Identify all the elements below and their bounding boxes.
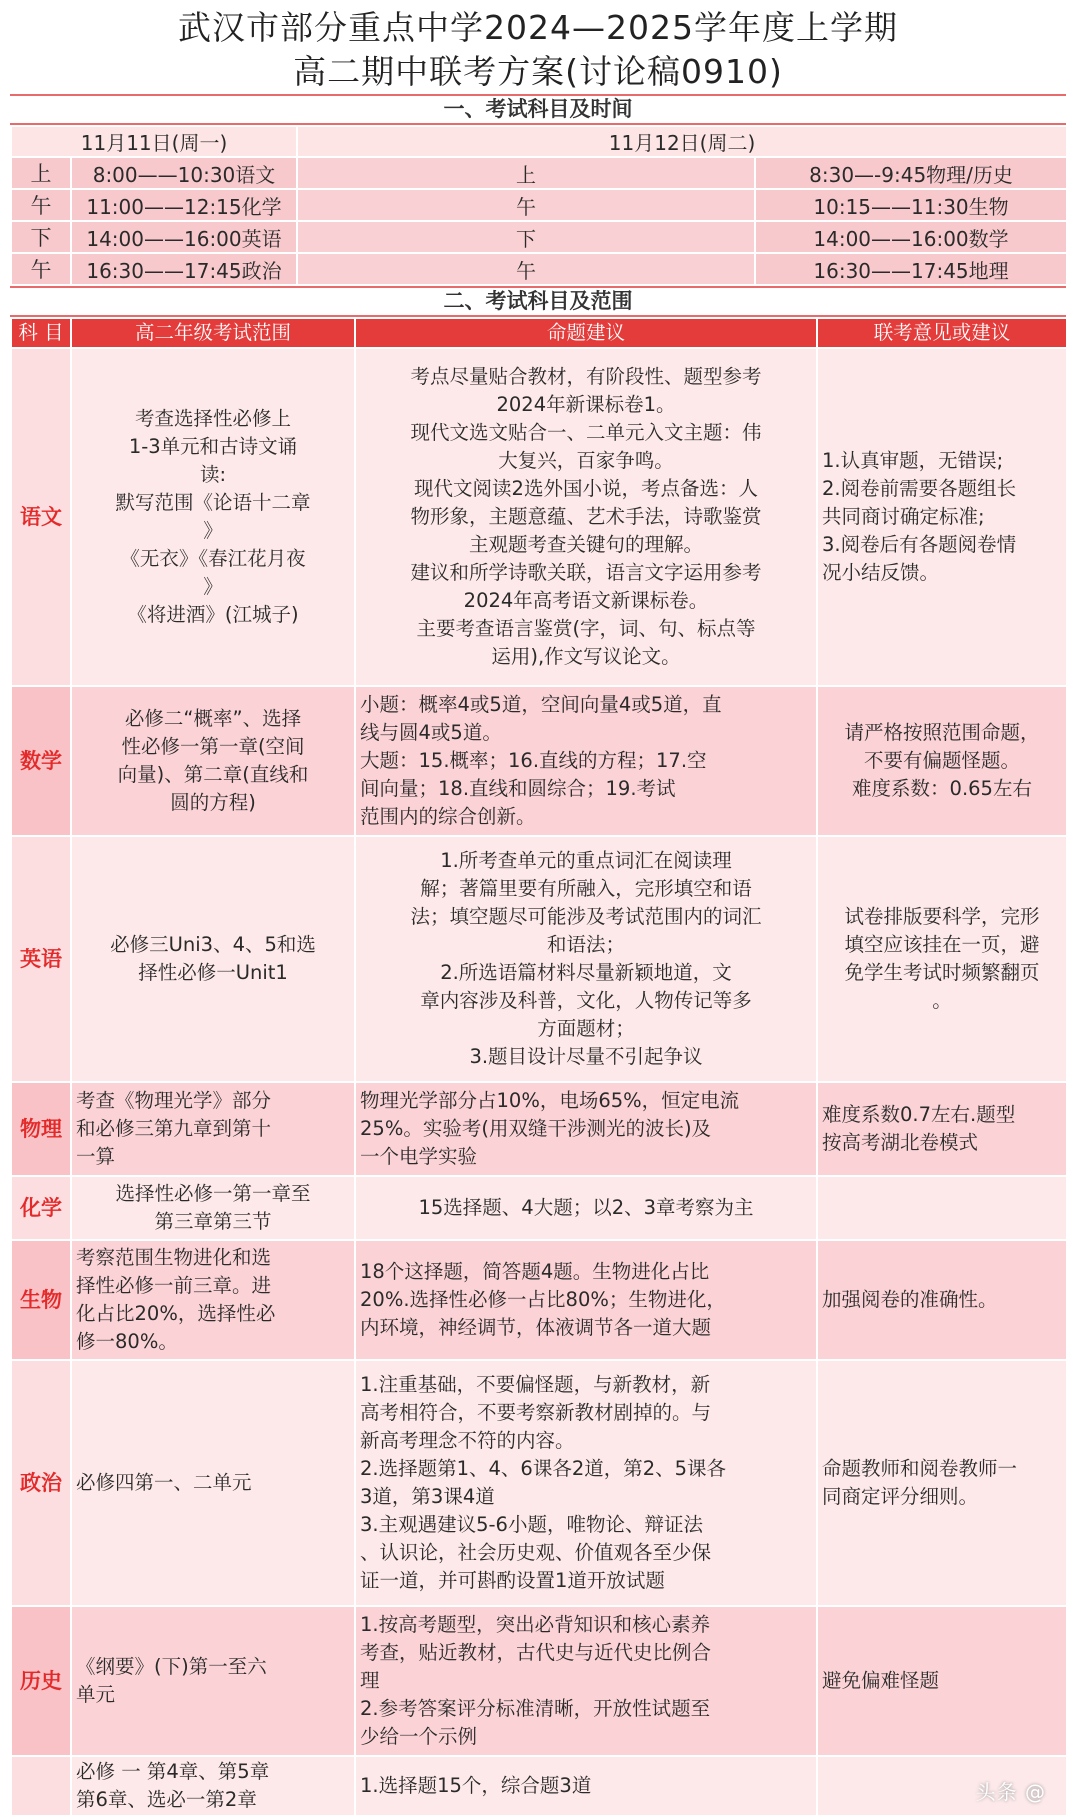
half-day-label: 下 [297,221,755,253]
schedule-row [11,189,1067,221]
section-heading-scope: 二、考试科目及范围 [10,286,1066,317]
scope-row-history [11,1606,1067,1756]
day2-slot: 10:15——11:30生物 [755,189,1067,221]
range-cell: 考查选择性必修上 1-3单元和古诗文诵 读: 默写范围《论语十二章 》 《无衣》《春江花月夜 》 《将进酒》(江城子) [71,348,355,686]
opinion-cell: 避免偏难怪题 [817,1606,1067,1756]
subject-label: 数学 [11,686,71,836]
range-cell: 必修三Uni3、4、5和选 择性必修一Unit1 [71,836,355,1082]
watermark: 头条 @ [975,1780,1046,1804]
subject-label: 生物 [11,1240,71,1360]
advice-cell: 1.选择题15个，综合题3道 [355,1756,817,1816]
opinion-cell: 1.认真审题，无错误; 2.阅卷前需要各题组长 共同商讨确定标准; 3.阅卷后有各题阅卷情 况小结反馈。 [817,348,1067,686]
half-day-label: 下 [11,221,71,253]
subject-label: 语文 [11,348,71,686]
day1-slot: 11:00——12:15化学 [71,189,297,221]
half-day-label: 午 [11,253,71,285]
opinion-cell [817,1176,1067,1240]
day1-slot: 14:00——16:00英语 [71,221,297,253]
range-cell: 必修二“概率”、选择 性必修一第一章(空间 向量)、第二章(直线和 圆的方程) [71,686,355,836]
header-range: 高二年级考试范围 [71,318,355,348]
schedule-row [11,157,1067,189]
opinion-cell: 试卷排版要科学，完形 填空应该挂在一页，避 免学生考试时频繁翻页 。 [817,836,1067,1082]
range-cell: 选择性必修一第一章至 第三章第三节 [71,1176,355,1240]
header-advice: 命题建议 [355,318,817,348]
page-subtitle: 高二期中联考方案(讨论稿0910) [293,52,783,91]
half-day-label: 上 [11,157,71,189]
subject-label [11,1756,71,1816]
opinion-cell: 难度系数0.7左右.题型 按高考湖北卷模式 [817,1082,1067,1176]
day2-slot: 8:30—-9:45物理/历史 [755,157,1067,189]
advice-cell: 考点尽量贴合教材，有阶段性、题型参考 2024年新课标卷1。 现代文选文贴合一、二单元入文主题：伟 大复兴，百家争鸣。 现代文阅读2选外国小说，考点备选：人 物形象，主题意蕴、艺术手法，诗歌鉴赏 主观题考查关键句的理解。 建议和所学诗歌关联，语言文字运用参考 2024年高考语文新课标卷。 主要考查语言鉴赏(字，词、句、标点等 运用),作文写议论文。 [355,348,817,686]
advice-cell: 小题：概率4或5道，空间向量4或5道，直 线与圆4或5道。 大题：15.概率；16.直线的方程；17.空 间向量；18.直线和圆综合；19.考试 范围内的综合创新。 [355,686,817,836]
advice-cell: 物理光学部分占10%，电场65%，恒定电流 25%。实验考(用双缝干涉测光的波长)及 一个电学实验 [355,1082,817,1176]
subject-label: 物理 [11,1082,71,1176]
day1-header: 11月11日(周一) [11,126,297,157]
range-cell: 必修 一 第4章、第5章 第6章、选必一第2章 [71,1756,355,1816]
scope-row-politics [11,1360,1067,1606]
section-heading-schedule: 一、考试科目及时间 [10,94,1066,125]
half-day-label: 午 [297,253,755,285]
day2-slot: 14:00——16:00数学 [755,221,1067,253]
scope-row-biology [11,1240,1067,1360]
advice-cell: 1.按高考题型，突出必背知识和核心素养 考查，贴近教材，古代史与近代史比例合 理 2.参考答案评分标准清晰，开放性试题至 少给一个示例 [355,1606,817,1756]
advice-cell: 18个这择题，简答题4题。生物进化占比 20%.选择性必修一占比80%；生物进化， 内环境，神经调节，体液调节各一道大题 [355,1240,817,1360]
scope-row-math [11,686,1067,836]
half-day-label: 午 [297,189,755,221]
advice-cell: 1.注重基础，不要偏怪题，与新教材，新 高考相符合，不要考察新教材剧掉的。与 新高考理念不符的内容。 2.选择题第1、4、6课各2道，第2、5课各 3道，第3课4道 3.主观遇建议5-6小题，唯物论、辩证法 、认识论，社会历史观、价值观各至少保 证一道，并可斟酌设置1道开放试题 [355,1360,817,1606]
scope-row-physics [11,1082,1067,1176]
range-cell: 《纲要》(下)第一至六 单元 [71,1606,355,1756]
page-title: 武汉市部分重点中学2024—2025学年度上学期 [178,8,898,47]
schedule-row [11,221,1067,253]
advice-cell: 1.所考查单元的重点词汇在阅读理 解；著篇里要有所融入，完形填空和语 法；填空题尽可能涉及考试范围内的词汇 和语法； 2.所选语篇材料尽量新颖地道，文 章内容涉及科普，文化，人物传记等多 方面题材； 3.题目设计尽量不引起争议 [355,836,817,1082]
scope-row-chinese [11,348,1067,686]
range-cell: 必修四第一、二单元 [71,1360,355,1606]
day1-slot: 8:00——10:30语文 [71,157,297,189]
range-cell: 考察范围生物进化和选 择性必修一前三章。进 化占比20%，选择性必 修一80%。 [71,1240,355,1360]
scope-table [10,317,1068,1817]
schedule-table [10,125,1068,286]
advice-cell: 15选择题、4大题；以2、3章考察为主 [355,1176,817,1240]
schedule-row [11,253,1067,285]
day2-slot: 16:30——17:45地理 [755,253,1067,285]
scope-row-english [11,836,1067,1082]
document-page [10,6,1066,1817]
opinion-cell: 请严格按照范围命题， 不要有偏题怪题。 难度系数：0.65左右 [817,686,1067,836]
header-opinion: 联考意见或建议 [817,318,1067,348]
header-subject: 科 目 [11,318,71,348]
half-day-label: 午 [11,189,71,221]
day1-slot: 16:30——17:45政治 [71,253,297,285]
opinion-cell: 加强阅卷的准确性。 [817,1240,1067,1360]
day2-header: 11月12日(周二) [297,126,1067,157]
scope-row-geography [11,1756,1067,1816]
subject-label: 历史 [11,1606,71,1756]
schedule-header-row [11,126,1067,157]
opinion-cell: 命题教师和阅卷教师一 同商定评分细则。 [817,1360,1067,1606]
subject-label: 政治 [11,1360,71,1606]
scope-row-chemistry [11,1176,1067,1240]
subject-label: 英语 [11,836,71,1082]
subject-label: 化学 [11,1176,71,1240]
scope-header-row [11,318,1067,348]
half-day-label: 上 [297,157,755,189]
range-cell: 考查《物理光学》部分 和必修三第九章到第十 一算 [71,1082,355,1176]
